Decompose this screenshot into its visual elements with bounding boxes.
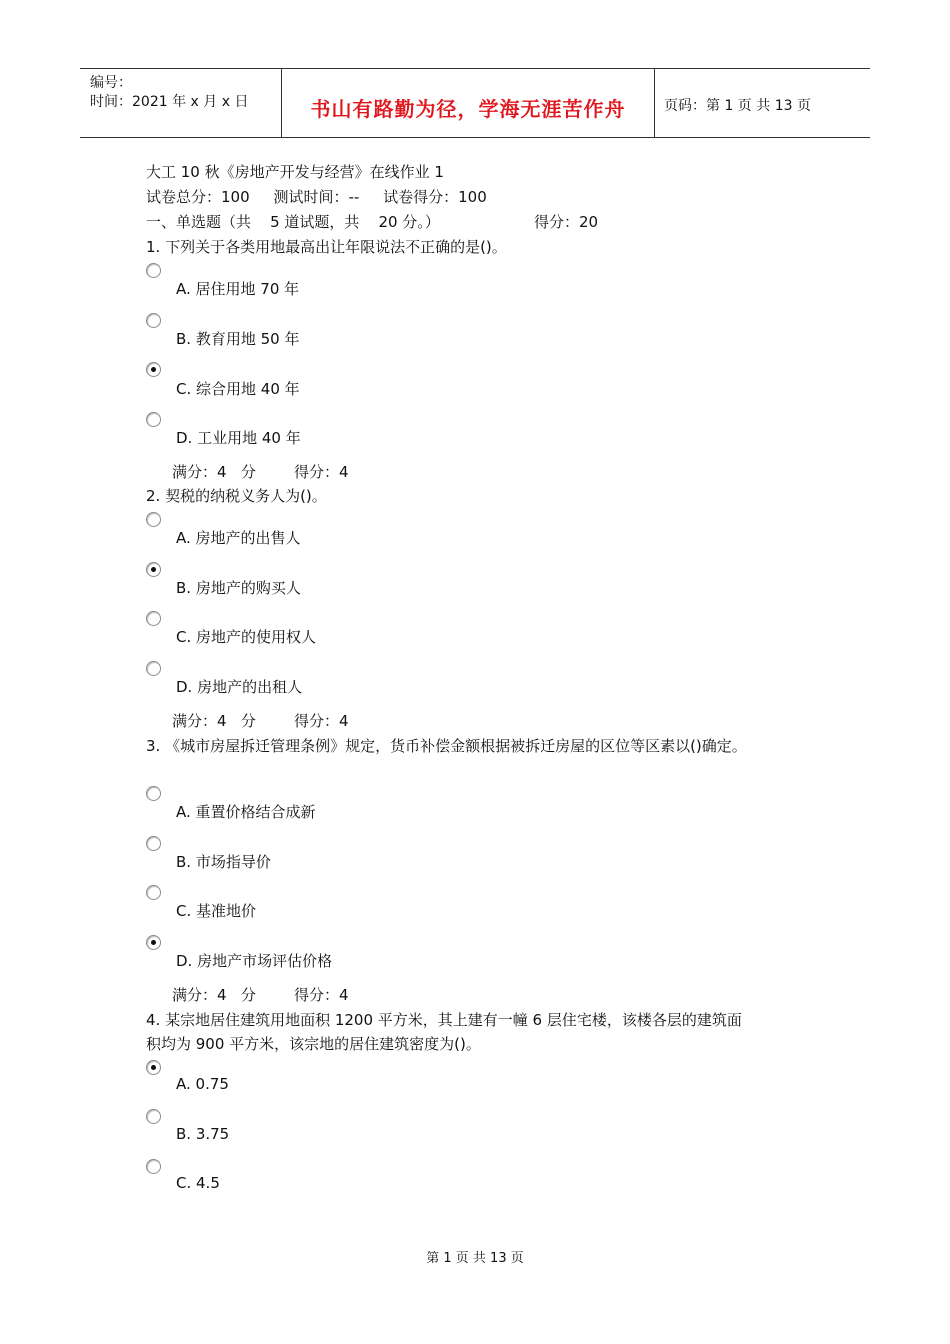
q1-option-c-label: C. 综合用地 40 年: [176, 380, 300, 398]
doc-title: 大工 10 秋《房地产开发与经营》在线作业 1: [146, 163, 444, 181]
q4-option-c-label: C. 4.5: [176, 1174, 220, 1192]
section-heading: 一、单选题（共 5 道试题，共 20 分。）: [146, 213, 440, 231]
q1-option-c-radio[interactable]: [146, 362, 161, 377]
question-1-text: 1. 下列关于各类用地最高出让年限说法不正确的是()。: [146, 238, 507, 256]
page-number-label: 页码：第 1 页 共 13 页: [664, 98, 811, 114]
question-2-text: 2. 契税的纳税义务人为()。: [146, 487, 327, 505]
q2-option-a-radio[interactable]: [146, 512, 161, 527]
header-page-cell: [654, 69, 870, 137]
q3-option-a-label: A. 重置价格结合成新: [176, 803, 316, 821]
q1-option-a-radio[interactable]: [146, 263, 161, 278]
q1-score: 满分：4 分 得分：4: [172, 463, 349, 481]
q1-option-b-radio[interactable]: [146, 313, 161, 328]
q2-option-d-radio[interactable]: [146, 661, 161, 676]
q2-score: 满分：4 分 得分：4: [172, 712, 349, 730]
q4-option-a-radio[interactable]: [146, 1060, 161, 1075]
doc-date-label: 时间：2021 年 x 月 x 日: [90, 94, 249, 110]
motto-text: 书山有路勤为径，学海无涯苦作舟: [310, 97, 626, 121]
q3-option-c-radio[interactable]: [146, 885, 161, 900]
header-left-cell: [80, 69, 281, 137]
q1-option-b-label: B. 教育用地 50 年: [176, 330, 300, 348]
q2-option-c-label: C. 房地产的使用权人: [176, 628, 317, 646]
q1-option-d-label: D. 工业用地 40 年: [176, 429, 301, 447]
q3-option-b-label: B. 市场指导价: [176, 853, 271, 871]
q3-option-d-radio[interactable]: [146, 935, 161, 950]
q2-option-d-label: D. 房地产的出租人: [176, 678, 303, 696]
section-score: 得分：20: [534, 213, 599, 231]
page-footer: 第 1 页 共 13 页: [426, 1251, 524, 1266]
q4-option-b-radio[interactable]: [146, 1109, 161, 1124]
q4-option-b-label: B. 3.75: [176, 1125, 230, 1143]
q2-option-b-radio[interactable]: [146, 562, 161, 577]
q2-option-b-label: B. 房地产的购买人: [176, 579, 301, 597]
q3-option-a-radio[interactable]: [146, 786, 161, 801]
q3-option-d-label: D. 房地产市场评估价格: [176, 952, 333, 970]
q4-option-c-radio[interactable]: [146, 1159, 161, 1174]
question-4-text-line1: 4. 某宗地居住建筑用地面积 1200 平方米，其上建有一幢 6 层住宅楼，该楼各层的建筑面: [146, 1011, 742, 1029]
q3-score: 满分：4 分 得分：4: [172, 986, 349, 1004]
header-motto-cell: [281, 69, 655, 137]
question-4-text-line2: 积均为 900 平方米，该宗地的居住建筑密度为()。: [146, 1035, 481, 1053]
doc-number-label: 编号：: [90, 75, 132, 91]
question-3-text: 3. 《城市房屋拆迁管理条例》规定，货币补偿金额根据被拆迁房屋的区位等区素以()确定。: [146, 737, 747, 755]
q2-option-c-radio[interactable]: [146, 611, 161, 626]
q4-option-a-label: A. 0.75: [176, 1075, 229, 1093]
q2-option-a-label: A. 房地产的出售人: [176, 529, 301, 547]
page-header: [80, 68, 870, 138]
exam-meta: 试卷总分：100 测试时间：-- 试卷得分：100: [146, 188, 487, 206]
q1-option-d-radio[interactable]: [146, 412, 161, 427]
q3-option-c-label: C. 基准地价: [176, 902, 257, 920]
q1-option-a-label: A. 居住用地 70 年: [176, 280, 300, 298]
q3-option-b-radio[interactable]: [146, 836, 161, 851]
